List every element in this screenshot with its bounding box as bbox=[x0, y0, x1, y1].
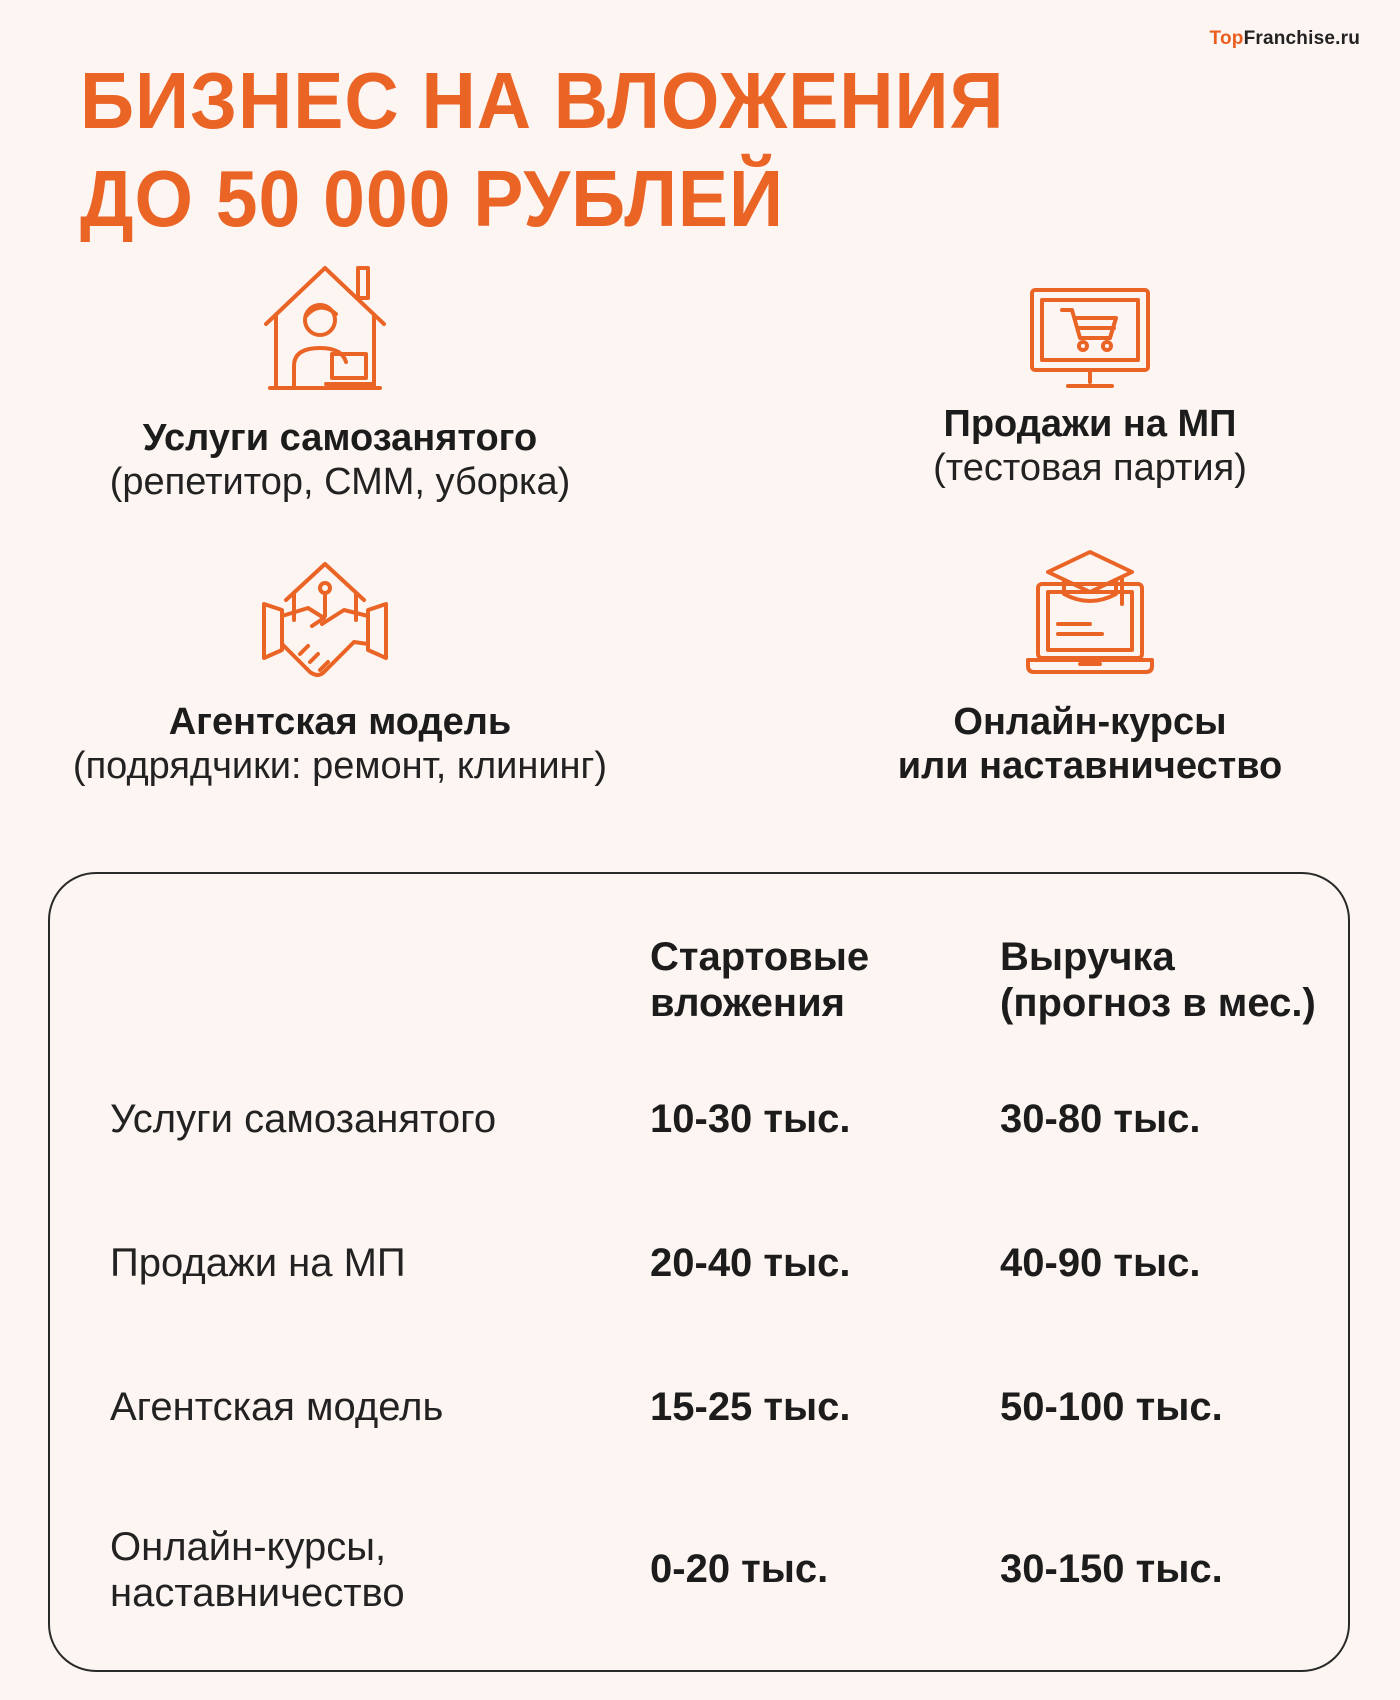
row-label: Агентская модель bbox=[110, 1385, 444, 1429]
row-revenue: 30-80 тыс. bbox=[1000, 1097, 1201, 1141]
header-investment bbox=[650, 934, 869, 1026]
row-label-line2: наставничество bbox=[110, 1571, 405, 1615]
category-3-caption bbox=[20, 700, 660, 788]
header-revenue-line1: Выручка bbox=[1000, 935, 1175, 979]
row-investment: 0-20 тыс. bbox=[650, 1547, 829, 1591]
row-label-line1: Онлайн-курсы, bbox=[110, 1525, 387, 1569]
row-revenue: 40-90 тыс. bbox=[1000, 1241, 1201, 1285]
category-4-subtitle: или наставничество bbox=[897, 745, 1283, 787]
category-2-title: Продажи на МП bbox=[943, 403, 1237, 445]
monitor-shopping-cart-icon bbox=[1028, 286, 1152, 392]
row-revenue: 30-150 тыс. bbox=[1000, 1547, 1223, 1591]
row-investment: 15-25 тыс. bbox=[650, 1385, 851, 1429]
category-2-subtitle: (тестовая партия) bbox=[933, 447, 1247, 489]
row-label: Услуги самозанятого bbox=[110, 1097, 497, 1141]
header-revenue bbox=[1000, 934, 1316, 1026]
category-4-caption bbox=[800, 700, 1380, 788]
category-1-caption bbox=[30, 416, 650, 504]
header-revenue-line2: (прогноз в мес.) bbox=[1000, 981, 1316, 1025]
row-investment: 20-40 тыс. bbox=[650, 1241, 851, 1285]
house-handshake-icon bbox=[260, 558, 390, 686]
header-investment-line2: вложения bbox=[650, 981, 846, 1025]
row-label: Продажи на МП bbox=[110, 1241, 406, 1285]
laptop-graduation-cap-icon bbox=[1024, 548, 1156, 678]
row-investment: 10-30 тыс. bbox=[650, 1097, 851, 1141]
comparison-table bbox=[48, 872, 1350, 1672]
category-1-subtitle: (репетитор, СММ, уборка) bbox=[109, 461, 571, 503]
row-revenue: 50-100 тыс. bbox=[1000, 1385, 1223, 1429]
category-2-caption bbox=[800, 402, 1380, 490]
category-4-title: Онлайн-курсы bbox=[953, 701, 1227, 743]
page-title-line1: БИЗНЕС НА ВЛОЖЕНИЯ bbox=[80, 56, 1005, 145]
page-title bbox=[80, 52, 1005, 248]
brand-logo-part1: Top bbox=[1209, 28, 1244, 49]
home-worker-laptop-icon bbox=[262, 262, 388, 392]
category-1-title: Услуги самозанятого bbox=[142, 417, 538, 459]
page-title-line2: ДО 50 000 РУБЛЕЙ bbox=[80, 154, 785, 243]
row-label bbox=[110, 1524, 405, 1616]
header-investment-line1: Стартовые bbox=[650, 935, 870, 979]
brand-logo bbox=[1210, 28, 1360, 50]
category-3-subtitle: (подрядчики: ремонт, клининг) bbox=[72, 745, 608, 787]
category-3-title: Агентская модель bbox=[168, 701, 512, 743]
brand-logo-part2: Franchise.ru bbox=[1243, 28, 1360, 49]
